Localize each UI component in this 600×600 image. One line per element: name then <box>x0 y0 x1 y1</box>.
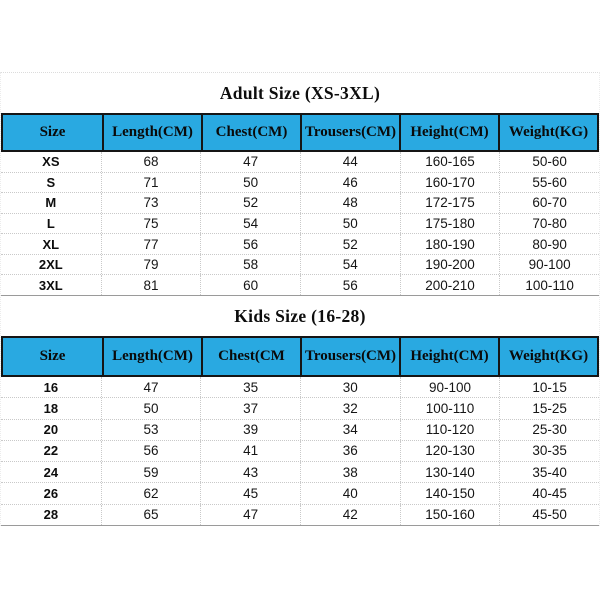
size-cell: 26 <box>43 486 59 502</box>
table-row <box>1 482 599 503</box>
table-row <box>1 192 599 213</box>
kids-table-header <box>1 336 599 377</box>
value-cell: 45-50 <box>499 505 599 525</box>
table-row <box>1 419 599 440</box>
value-cell: 34 <box>300 420 400 440</box>
value-cell: 56 <box>300 275 400 295</box>
value-cell: 37 <box>200 398 300 418</box>
value-cell: 54 <box>300 255 400 275</box>
value-cell: 41 <box>200 441 300 461</box>
table-row <box>1 377 599 397</box>
value-cell: 36 <box>300 441 400 461</box>
adult-column-header-length: Length(CM) <box>102 115 201 150</box>
table-row <box>1 172 599 193</box>
value-cell: 70-80 <box>499 214 599 234</box>
adult-table-body <box>1 152 599 296</box>
value-cell: 47 <box>200 152 300 172</box>
value-cell: 100-110 <box>499 275 599 295</box>
value-cell: 172-175 <box>400 193 500 213</box>
value-cell: 35 <box>200 377 300 397</box>
size-cell: 28 <box>43 507 59 523</box>
value-cell: 180-190 <box>400 234 500 254</box>
value-cell: 80-90 <box>499 234 599 254</box>
value-cell: 30 <box>300 377 400 397</box>
value-cell: 160-165 <box>400 152 500 172</box>
size-cell: 16 <box>43 379 59 395</box>
value-cell: 46 <box>300 173 400 193</box>
value-cell: 42 <box>300 505 400 525</box>
size-cell: XS <box>42 154 60 170</box>
value-cell: 200-210 <box>400 275 500 295</box>
size-cell: XL <box>42 236 60 252</box>
size-cell: 22 <box>43 443 59 459</box>
size-cell: M <box>45 195 57 211</box>
size-cell: 20 <box>43 422 59 438</box>
value-cell: 53 <box>101 420 201 440</box>
adult-column-header-size: Size <box>39 124 66 140</box>
value-cell: 75 <box>101 214 201 234</box>
adult-column-header-weight: Weight(KG) <box>498 115 597 150</box>
size-cell: 18 <box>43 400 59 416</box>
table-row <box>1 152 599 172</box>
value-cell: 50 <box>200 173 300 193</box>
value-cell: 90-100 <box>499 255 599 275</box>
value-cell: 40-45 <box>499 483 599 503</box>
kids-column-header-height: Height(CM) <box>399 338 498 375</box>
size-cell: 24 <box>43 464 59 480</box>
value-cell: 30-35 <box>499 441 599 461</box>
value-cell: 10-15 <box>499 377 599 397</box>
value-cell: 52 <box>300 234 400 254</box>
value-cell: 15-25 <box>499 398 599 418</box>
value-cell: 100-110 <box>400 398 500 418</box>
adult-column-header-chest: Chest(CM) <box>201 115 300 150</box>
value-cell: 35-40 <box>499 462 599 482</box>
table-row <box>1 397 599 418</box>
size-cell: 2XL <box>38 257 63 273</box>
table-row <box>1 233 599 254</box>
adult-column-header-height: Height(CM) <box>399 115 498 150</box>
value-cell: 44 <box>300 152 400 172</box>
size-cell: S <box>46 174 56 190</box>
adult-table-title: Adult Size (XS-3XL) <box>219 82 381 103</box>
value-cell: 73 <box>101 193 201 213</box>
kids-table-body <box>1 377 599 526</box>
value-cell: 90-100 <box>400 377 500 397</box>
value-cell: 32 <box>300 398 400 418</box>
adult-column-header-trousers: Trousers(CM) <box>300 115 399 150</box>
table-row <box>1 440 599 461</box>
value-cell: 45 <box>200 483 300 503</box>
value-cell: 47 <box>200 505 300 525</box>
adult-table-header <box>1 113 599 152</box>
value-cell: 130-140 <box>400 462 500 482</box>
value-cell: 52 <box>200 193 300 213</box>
value-cell: 60-70 <box>499 193 599 213</box>
value-cell: 56 <box>101 441 201 461</box>
value-cell: 43 <box>200 462 300 482</box>
value-cell: 190-200 <box>400 255 500 275</box>
kids-column-header-weight: Weight(KG) <box>498 338 597 375</box>
value-cell: 79 <box>101 255 201 275</box>
value-cell: 47 <box>101 377 201 397</box>
table-row <box>1 274 599 295</box>
size-cell: L <box>46 216 55 232</box>
value-cell: 68 <box>101 152 201 172</box>
value-cell: 59 <box>101 462 201 482</box>
value-cell: 120-130 <box>400 441 500 461</box>
value-cell: 25-30 <box>499 420 599 440</box>
value-cell: 65 <box>101 505 201 525</box>
size-chart <box>0 72 600 526</box>
table-row <box>1 254 599 275</box>
value-cell: 50-60 <box>499 152 599 172</box>
value-cell: 55-60 <box>499 173 599 193</box>
value-cell: 160-170 <box>400 173 500 193</box>
value-cell: 58 <box>200 255 300 275</box>
value-cell: 38 <box>300 462 400 482</box>
value-cell: 150-160 <box>400 505 500 525</box>
kids-column-header-size: Size <box>39 348 66 364</box>
value-cell: 39 <box>200 420 300 440</box>
value-cell: 54 <box>200 214 300 234</box>
value-cell: 110-120 <box>400 420 500 440</box>
kids-table-title: Kids Size (16-28) <box>234 305 366 326</box>
value-cell: 77 <box>101 234 201 254</box>
size-cell: 3XL <box>38 277 63 293</box>
kids-column-header-length: Length(CM) <box>102 338 201 375</box>
value-cell: 48 <box>300 193 400 213</box>
value-cell: 50 <box>300 214 400 234</box>
table-row <box>1 461 599 482</box>
table-row <box>1 504 599 525</box>
value-cell: 81 <box>101 275 201 295</box>
kids-column-header-trousers: Trousers(CM) <box>300 338 399 375</box>
value-cell: 50 <box>101 398 201 418</box>
value-cell: 40 <box>300 483 400 503</box>
value-cell: 60 <box>200 275 300 295</box>
kids-column-header-chest: Chest(CM <box>201 338 300 375</box>
table-row <box>1 213 599 234</box>
value-cell: 175-180 <box>400 214 500 234</box>
value-cell: 140-150 <box>400 483 500 503</box>
value-cell: 56 <box>200 234 300 254</box>
value-cell: 71 <box>101 173 201 193</box>
value-cell: 62 <box>101 483 201 503</box>
